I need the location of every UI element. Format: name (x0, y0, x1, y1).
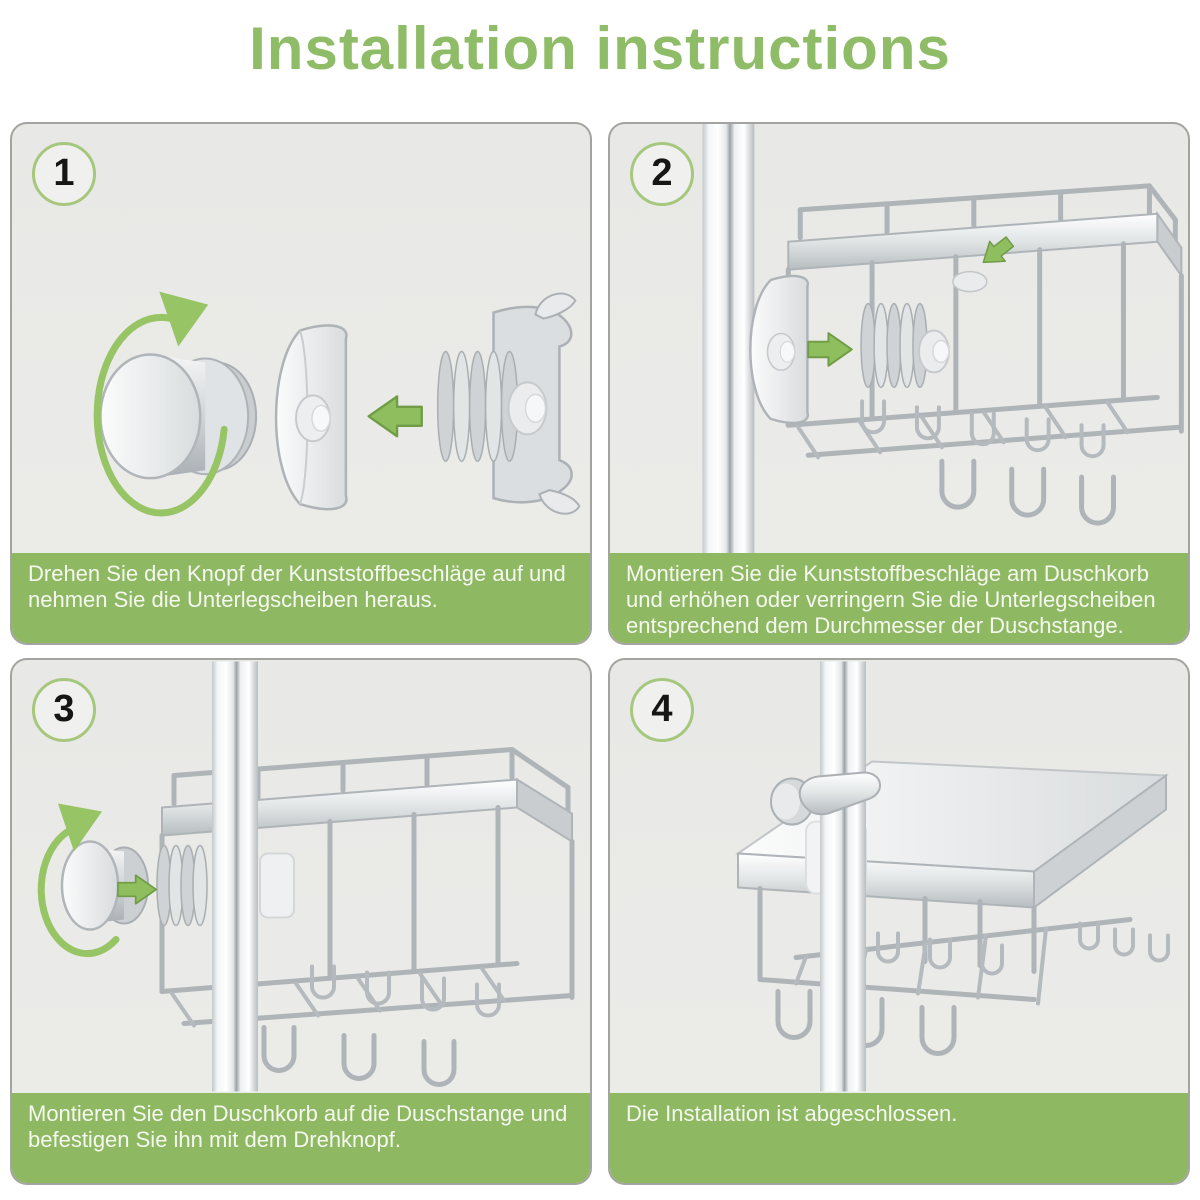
threaded-fitting (157, 846, 207, 926)
step-badge (32, 142, 96, 206)
steps-grid (10, 122, 1190, 1185)
step-caption: Montieren Sie den Duschkorb auf die Duschstange und befestigen Sie ihn mit dem Drehknopf. (12, 1093, 590, 1183)
clip-part (750, 276, 808, 423)
step-panel-2 (608, 122, 1190, 645)
step-caption: Drehen Sie den Knopf der Kunststoffbeschläge auf und nehmen Sie die Unterlegscheiben heraus. (12, 553, 590, 643)
step-caption: Die Installation ist abgeschlossen. (610, 1093, 1188, 1183)
arrow-left-icon (369, 396, 422, 436)
step-number: 2 (651, 151, 673, 194)
step-number: 1 (53, 151, 75, 194)
step-number: 3 (53, 687, 75, 730)
basket (788, 186, 1181, 523)
knob-part (100, 354, 256, 478)
arrow-right-icon (808, 333, 852, 366)
step-number: 4 (651, 687, 673, 730)
clip-part (276, 325, 346, 509)
step4-illustration (610, 660, 1188, 1093)
plastic-sleeve (260, 854, 294, 918)
step3-illustration (12, 660, 590, 1093)
shower-pole (820, 662, 866, 1092)
step-badge (630, 678, 694, 742)
step-panel-4 (608, 658, 1190, 1185)
step-badge (32, 678, 96, 742)
step-panel-1 (10, 122, 592, 645)
step2-illustration (610, 124, 1188, 553)
shower-pole (212, 662, 258, 1092)
step-panel-3 (10, 658, 592, 1185)
step1-illustration (12, 124, 590, 553)
fitting-part (438, 294, 580, 514)
page-title: Installation instructions (249, 15, 951, 82)
step-badge (630, 142, 694, 206)
step-caption: Montieren Sie die Kunststoffbeschläge am Duschkorb und erhöhen oder verringern Sie die Unterlegscheiben entsprechend dem Durchmesser der Duschstange. (610, 553, 1188, 643)
shower-pole (702, 124, 754, 553)
